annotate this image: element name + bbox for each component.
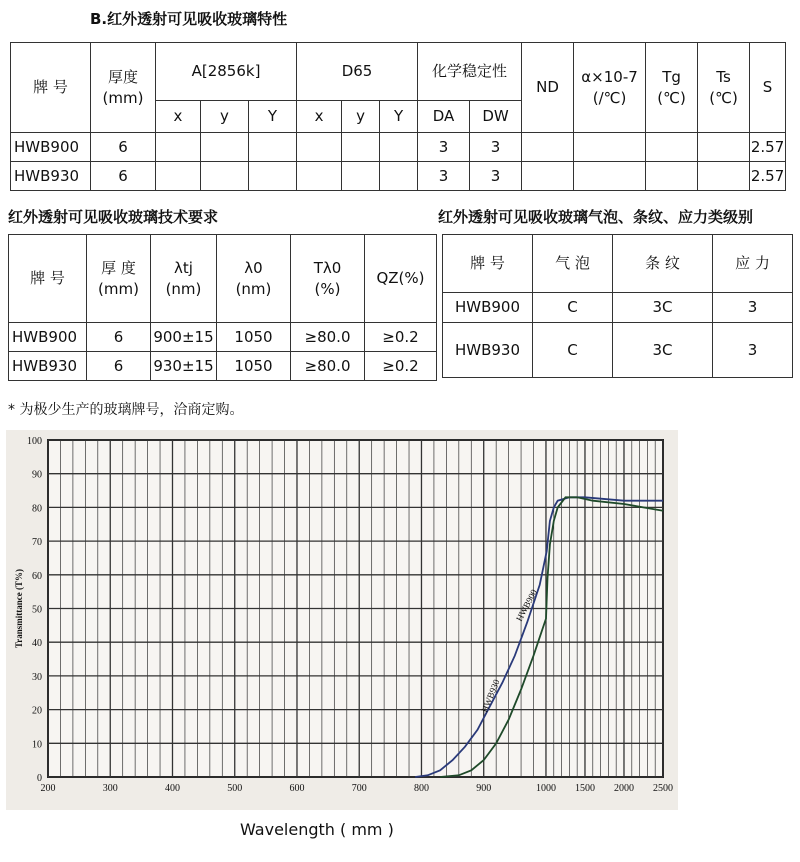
cell-qz: ≥0.2 bbox=[365, 323, 437, 352]
series-label-hwb900: HWB900 bbox=[514, 587, 540, 623]
sub-d65-x: x bbox=[297, 101, 342, 133]
col-alpha-header: α×10-7 (/℃) bbox=[574, 43, 646, 133]
table-row bbox=[11, 162, 786, 191]
sub-a-y: y bbox=[201, 101, 249, 133]
cell-stripe: 3C bbox=[613, 293, 713, 323]
col-thickness-header: 厚 度 (mm) bbox=[87, 235, 151, 323]
sub-da: DA bbox=[418, 101, 470, 133]
col-qz-header: QZ(%) bbox=[365, 235, 437, 323]
cell-bubble: C bbox=[533, 323, 613, 378]
x-tick-label: 700 bbox=[351, 783, 367, 794]
x-tick-label: 500 bbox=[227, 783, 243, 794]
y-tick-label: 100 bbox=[27, 436, 42, 447]
cell-tl0: ≥80.0 bbox=[291, 323, 365, 352]
cell-s: 2.57 bbox=[750, 162, 786, 191]
y-tick-label: 0 bbox=[37, 773, 42, 784]
col-tg-header: Tg (℃) bbox=[646, 43, 698, 133]
col-grade-header: 牌 号 bbox=[443, 235, 533, 293]
y-tick-label: 70 bbox=[32, 537, 42, 549]
cell-grade: HWB900 bbox=[11, 133, 91, 162]
cell-grade: HWB930 bbox=[9, 352, 87, 381]
col-nd-header: ND bbox=[522, 43, 574, 133]
y-axis-label: Transmittance (T%) bbox=[14, 568, 24, 649]
x-tick-label: 300 bbox=[102, 783, 118, 794]
cell-thick: 6 bbox=[87, 352, 151, 381]
x-axis-label: Wavelength ( mm ) bbox=[240, 820, 394, 839]
x-tick-label: 400 bbox=[164, 783, 180, 794]
table3-title: 红外透射可见吸收玻璃气泡、条纹、应力类级别 bbox=[438, 208, 754, 226]
cell-l0: 1050 bbox=[217, 323, 291, 352]
table-row bbox=[9, 323, 437, 352]
transmittance-chart bbox=[0, 425, 800, 815]
table-row bbox=[11, 133, 786, 162]
y-tick-label: 80 bbox=[32, 503, 42, 515]
col-stress-header: 应 力 bbox=[713, 235, 793, 293]
x-tick-label: 600 bbox=[289, 783, 305, 794]
table-row bbox=[443, 323, 793, 378]
tech-requirements-table bbox=[8, 234, 437, 381]
col-s-header: S bbox=[750, 43, 786, 133]
y-tick-label: 60 bbox=[32, 570, 42, 582]
y-tick-label: 20 bbox=[32, 705, 42, 717]
x-tick-label: 2500 bbox=[653, 783, 673, 794]
col-grade-header: 牌 号 bbox=[11, 43, 91, 133]
y-tick-label: 90 bbox=[32, 469, 42, 481]
cell-thick: 6 bbox=[91, 162, 156, 191]
col-ts-header: Ts (℃) bbox=[698, 43, 750, 133]
table2-title: 红外透射可见吸收玻璃技术要求 bbox=[8, 208, 219, 226]
cell-grade: HWB900 bbox=[9, 323, 87, 352]
cell-dw: 3 bbox=[470, 162, 522, 191]
col-chem-stability-header: 化学稳定性 bbox=[418, 43, 522, 101]
y-tick-label: 50 bbox=[32, 604, 42, 616]
cell-grade: HWB900 bbox=[443, 293, 533, 323]
sub-a-x: x bbox=[156, 101, 201, 133]
table-row bbox=[9, 352, 437, 381]
cell-ltj: 900±15 bbox=[151, 323, 217, 352]
x-tick-label: 2000 bbox=[613, 783, 634, 794]
x-tick-label: 800 bbox=[413, 783, 429, 794]
cell-bubble: C bbox=[533, 293, 613, 323]
cell-stripe: 3C bbox=[613, 323, 713, 378]
col-a2856k-header: A[2856k] bbox=[156, 43, 297, 101]
cell-ltj: 930±15 bbox=[151, 352, 217, 381]
sub-dw: DW bbox=[470, 101, 522, 133]
x-tick-label: 900 bbox=[476, 783, 492, 794]
x-tick-label: 1500 bbox=[574, 783, 595, 794]
col-ltj-header: λtj (nm) bbox=[151, 235, 217, 323]
cell-da: 3 bbox=[418, 133, 470, 162]
col-stripe-header: 条 纹 bbox=[613, 235, 713, 293]
col-tl0-header: Tλ0 (%) bbox=[291, 235, 365, 323]
cell-s: 2.57 bbox=[750, 133, 786, 162]
sub-d65-Y: Y bbox=[380, 101, 418, 133]
cell-thick: 6 bbox=[87, 323, 151, 352]
col-thickness-header: 厚度 (mm) bbox=[91, 43, 156, 133]
sub-a-Y: Y bbox=[249, 101, 297, 133]
col-bubble-header: 气 泡 bbox=[533, 235, 613, 293]
x-tick-label: 1000 bbox=[535, 783, 556, 794]
cell-stress: 3 bbox=[713, 323, 793, 378]
cell-grade: HWB930 bbox=[11, 162, 91, 191]
table-row bbox=[443, 293, 793, 323]
footnote: * 为极少生产的玻璃牌号，洽商定购。 bbox=[8, 402, 244, 418]
cell-grade: HWB930 bbox=[443, 323, 533, 378]
y-tick-label: 40 bbox=[32, 638, 42, 650]
table1-title: B.红外透射可见吸收玻璃特性 bbox=[90, 10, 288, 28]
sub-d65-y: y bbox=[342, 101, 380, 133]
cell-l0: 1050 bbox=[217, 352, 291, 381]
x-tick-label: 200 bbox=[40, 783, 56, 794]
cell-thick: 6 bbox=[91, 133, 156, 162]
col-grade-header: 牌 号 bbox=[9, 235, 87, 323]
properties-table bbox=[10, 42, 786, 191]
col-d65-header: D65 bbox=[297, 43, 418, 101]
series-label-hwb930: HWB930 bbox=[479, 678, 502, 714]
y-tick-label: 10 bbox=[32, 739, 42, 751]
cell-dw: 3 bbox=[470, 133, 522, 162]
y-tick-label: 30 bbox=[32, 671, 42, 683]
cell-da: 3 bbox=[418, 162, 470, 191]
col-l0-header: λ0 (nm) bbox=[217, 235, 291, 323]
cell-stress: 3 bbox=[713, 293, 793, 323]
cell-tl0: ≥80.0 bbox=[291, 352, 365, 381]
cell-qz: ≥0.2 bbox=[365, 352, 437, 381]
bubble-stripe-stress-table bbox=[442, 234, 793, 378]
